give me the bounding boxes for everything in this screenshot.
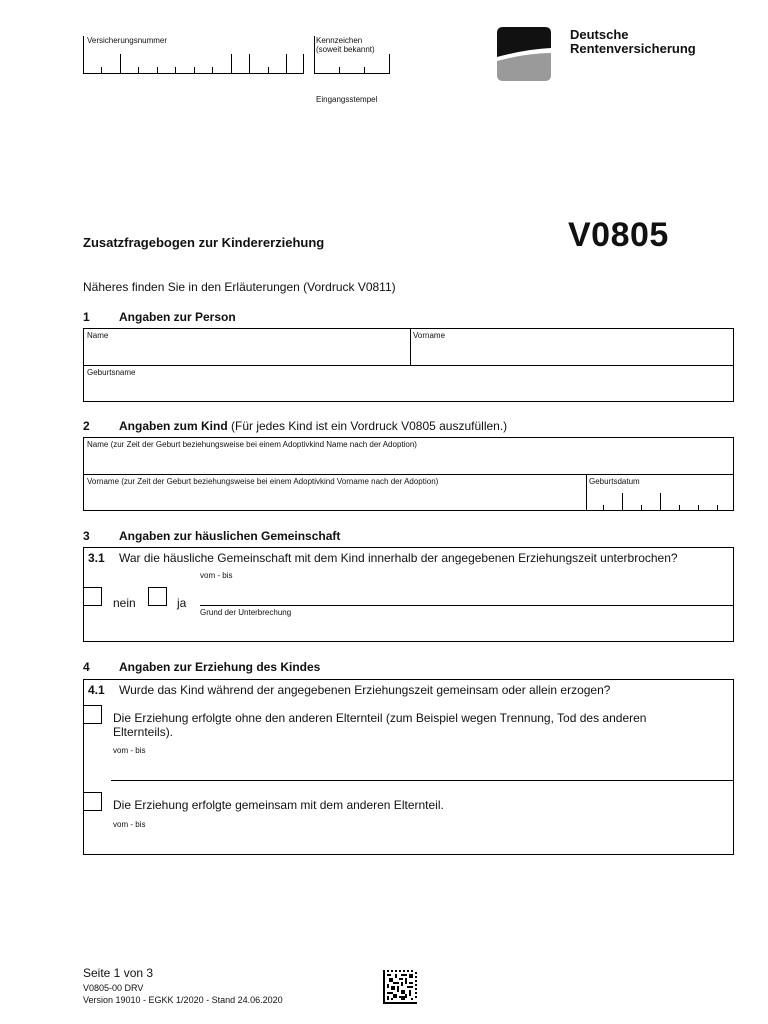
section4-title: Angaben zur Erziehung des Kindes [119,660,321,674]
allein-erzogen-checkbox[interactable] [83,705,102,724]
gemeinsam-erzogen-label: Die Erziehung erfolgte gemeinsam mit dem anderen Elternteil. [113,798,444,812]
logo-text-line1: Deutsche [570,27,629,42]
geburtsdatum-input[interactable] [587,485,733,510]
ja-checkbox[interactable] [148,587,167,606]
gemeinsam-vom-bis-label: vom - bis [113,820,146,829]
section4-table [83,679,734,855]
q31-number: 3.1 [88,551,105,565]
geburtsname-input[interactable] [84,376,733,401]
kind-vorname-input[interactable] [84,485,585,510]
kind-name-input[interactable] [84,448,733,473]
grund-input[interactable] [200,617,733,641]
section1-number: 1 [83,310,90,324]
geburtsdatum-field-label: Geburtsdatum [589,477,640,486]
form-id: V0805-00 DRV [83,983,144,993]
allein-zeitraum-input[interactable] [111,756,733,779]
form-intro: Näheres finden Sie in den Erläuterungen (Vordruck V0811) [83,280,396,294]
section2-title-note: (Für jedes Kind ist ein Vordruck V0805 auszufüllen.) [231,419,508,433]
nein-checkbox[interactable] [83,587,102,606]
name-field-label: Name [87,331,109,340]
name-input[interactable] [84,339,409,364]
page-number: Seite 1 von 3 [83,966,154,980]
gemeinsam-zeitraum-input[interactable] [111,830,733,853]
q31-vom-bis-label: vom - bis [200,571,233,580]
kennzeichen-label: Kennzeichen [316,36,363,45]
versicherungsnummer-label: Versicherungsnummer [87,36,168,45]
vorname-field-label: Vorname [413,331,446,340]
section1-table [83,328,734,402]
q41-question: Wurde das Kind während der angegebenen Erziehungszeit gemeinsam oder allein erzogen? [119,683,611,697]
nein-label: nein [113,596,136,610]
q31-question: War die häusliche Gemeinschaft mit dem Kind innerhalb der angegebenen Erziehungszeit unterbrochen? [119,551,678,565]
form-title: Zusatzfragebogen zur Kindererziehung [83,235,325,250]
kennzeichen-note: (soweit bekannt) [316,45,375,54]
vorname-input[interactable] [411,339,733,364]
section4-number: 4 [83,660,90,674]
section3-number: 3 [83,529,90,543]
section3-title: Angaben zur häuslichen Gemeinschaft [119,529,341,543]
allein-vom-bis-label: vom - bis [113,746,146,755]
ja-label: ja [177,596,187,610]
gemeinsam-erzogen-checkbox[interactable] [83,792,102,811]
grund-label: Grund der Unterbrechung [200,608,292,617]
form-version: Version 19010 - EGKK 1/2020 - Stand 24.06.2020 [83,995,283,1005]
allein-erzogen-label: Die Erziehung erfolgte ohne den anderen Elternteil (zum Beispiel wegen Trennung, Tod des anderen Elternteils). [113,711,647,739]
kennzeichen-field[interactable] [314,36,391,74]
drv-logo-icon [497,27,553,83]
unterbrechung-zeitraum-input[interactable] [200,581,733,604]
section2-title: Angaben zum Kind [119,419,228,433]
logo-text-line2: Rentenversicherung [570,41,696,56]
versicherungsnummer-field[interactable] [83,36,304,74]
qr-code-icon [383,970,417,1004]
kind-name-field-label: Name (zur Zeit der Geburt beziehungsweise bei einem Adoptivkind Name nach der Adoption) [87,440,417,449]
section2-number: 2 [83,419,90,433]
eingangsstempel-label: Eingangsstempel [316,95,378,104]
kind-vorname-field-label: Vorname (zur Zeit der Geburt beziehungsweise bei einem Adoptivkind Vorname nach der Adoption) [87,477,439,486]
section3-table [83,547,734,642]
section2-heading [119,419,507,433]
q41-number: 4.1 [88,683,105,697]
section1-title: Angaben zur Person [119,310,236,324]
drv-logo [497,27,717,83]
form-code: V0805 [568,216,669,254]
geburtsname-field-label: Geburtsname [87,368,136,377]
section2-table [83,437,734,511]
